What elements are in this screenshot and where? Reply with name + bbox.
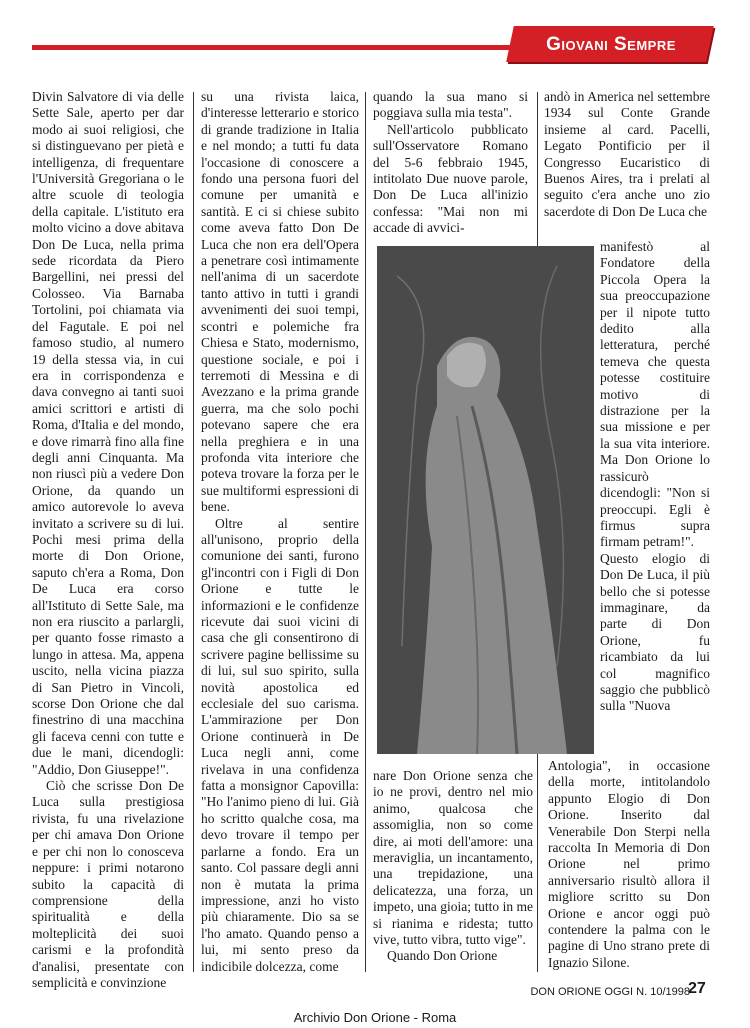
sculpture-photo [377,246,594,754]
paragraph: Divin Salvatore di via delle Sette Sale, aperto per dar modo ai suoi religiosi, che si distinguevano per pietà e intelligenza, di frequentare l'Università Gregoriana o le altre scuole di teologia della capitale. L'istituto era molto vicino a dove abitava Don De Luca, nella prima sede ricordata da Piero Bargellini, nei pressi del Colosseo. Via Barnaba Tortolini, poi chiamata via del Fagutale. E poi nel famoso studio, al numero 19 della stessa via, in cui era in corrispondenza e dava convegno ai tanti suoi amici scrittori e artisti di Roma, d'Italia e del mondo, e dove rimarrà fino alla fine degli anni Cinquanta. Ma non riuscì più a vedere Don Orione, da quando un amico autorevole lo aveva invitato a scrivere su di lui. Pochi mesi prima della morte di Don Orione, saputo ch'era a Roma, Don De Luca era corso all'Istituto di Sette Sale, ma non era riuscito a parlargli, per quanto fosse rimasto a lungo in attesa. Ma, appena uscito, nella vicina piazza di San Pietro in Vincoli, scorse Don Orione che dal finestrino di una macchina gli faceva cenni con tutte e due le mani, dicendogli: "Addio, Don Giuseppe!". [32,89,184,777]
paragraph: quando la sua mano si poggiava sulla mia testa". [373,89,528,121]
column-3 [373,89,528,237]
section-title: Giovani Sempre [546,34,676,55]
magazine-issue: DON ORIONE OGGI N. 10/1998 [530,986,690,998]
paragraph: Quando Don Orione [387,948,498,964]
column-4-top [544,89,710,220]
paragraph: Questo elogio di Don De Luca, il più bello che si potesse immaginare, da parte di Don Orione, fu ricambiato da lui col magnifico saggio che pubblicò sulla "Nuova [600,550,710,714]
paragraph: Antologia", in occasione della morte, intitolandolo appunto Elogio di Don Orione. Inserito dal Venerabile Don Sterpi nella raccolta In Memoria di Don Orione nel primo anniversario risultò allora il migliore scritto su Don Orione e ancor oggi può contendere la palma con le pagine di Uno strano prete di Ignazio Silone. [548,758,710,970]
paragraph: Oltre al sentire all'unisono, proprio della comunione dei santi, furono gl'incontri con i Figli di Don Orione e tutte le informazioni e le confidenze ricevute dai suoi vicini di casa che gli consentirono di scrivere pagine bellissime su di lui, sul suo spirito, sulla novità apostolica ed ecclesiale del suo carisma. L'ammirazione per Don Orione continuerà in De Luca negli anni, come rivelava in una confidenza fatta a monsignor Capovilla: "Ho l'animo pieno di lui. Già ho scritto qualche cosa, ma devo trovare il tempo per parlarne a fondo. Era un santo. Col passare degli anni non è mutata la prima impressione, anzi ho visto più chiaramente. Dio sa se l'ho amato. Quando penso a lui, mi sento preso da indicibile dolcezza, come [201,515,359,974]
paragraph: andò in America nel settembre 1934 sul Conte Grande insieme al card. Pacelli, Legato Pontificio per il Congresso Eucaristico di Buenos Aires, tra i prelati al seguito c'era anche uno zio sacerdote di Don De Luca che [544,89,710,219]
column-divider [193,92,194,972]
column-4-bottom [548,758,710,971]
archive-credit: Archivio Don Orione - Roma [293,1010,457,1025]
page-number: 27 [688,980,706,997]
column-4-middle [600,239,710,715]
paragraph: Nell'articolo pubblicato sull'Osservatore Romano del 5-6 febbraio 1945, intitolato Due nuove parole, Don De Luca all'inizio confessa: "Mai non mi accade di avvici- [373,121,528,236]
paragraph: nare Don Orione senza che io ne provi, dentro nel mio animo, qualcosa che assomiglia, non so come dire, ai moti dell'amore: una meraviglia, un incantamento, una trepidazione, una delicatezza, una forza, un impeto, una gioia; tutto in me si rianima e ridesta; tutto vive, tutto vibra, tutto vige". [373,768,533,948]
paragraph: su una rivista laica, d'interesse letterario e storico di grande tradizione in Italia e nel mondo; a tutti fu data l'occasione di conoscere a fondo una persona fuori del comune per umanità e santità. E ci si chiese subito come aveva fatto Don De Luca che non era dell'Opera a penetrare così intimamente nell'anima di un sacerdote tanto attivo in tutti i grandi avvenimenti dei suoi tempi, scontri e polemiche fra Chiesa e Stato, modernismo, questione sociale, e poi i terremoti di Messina e di Avezzano e la prima grande guerra, ma che solo pochi potevano sapere che era nella preghiera e in una profonda vita interiore che poteva trovare la forza per le sue multiformi espressioni di bene. [201,89,359,515]
column-divider [365,92,366,972]
column-1 [32,89,184,991]
sculpture-relief [377,246,594,754]
column-3-lower [373,768,533,965]
paragraph: Ciò che scrisse Don De Luca sulla prestigiosa rivista, fu una rivelazione per chi amava Don Orione e per chi non lo conosceva neppure: i primi notarono subito la capacità di comprensione della spiritualità e della molteplicità dei suoi carismi e la profondità d'analisi, presentate con semplicità e convinzione [32,778,184,990]
column-2 [201,89,359,975]
header-rule [32,45,520,50]
paragraph: manifestò al Fondatore della Piccola Opera la sua preoccupazione per il nipote tutto dedito alla letteratura, perché temeva che questa potesse costituire motivo di distrazione per la sua missione e per la sua vita interiore. Ma Don Orione lo rassicurò dicendogli: "Non si preoccupi. Egli è firmus supra firmam petram!". [600,239,710,550]
